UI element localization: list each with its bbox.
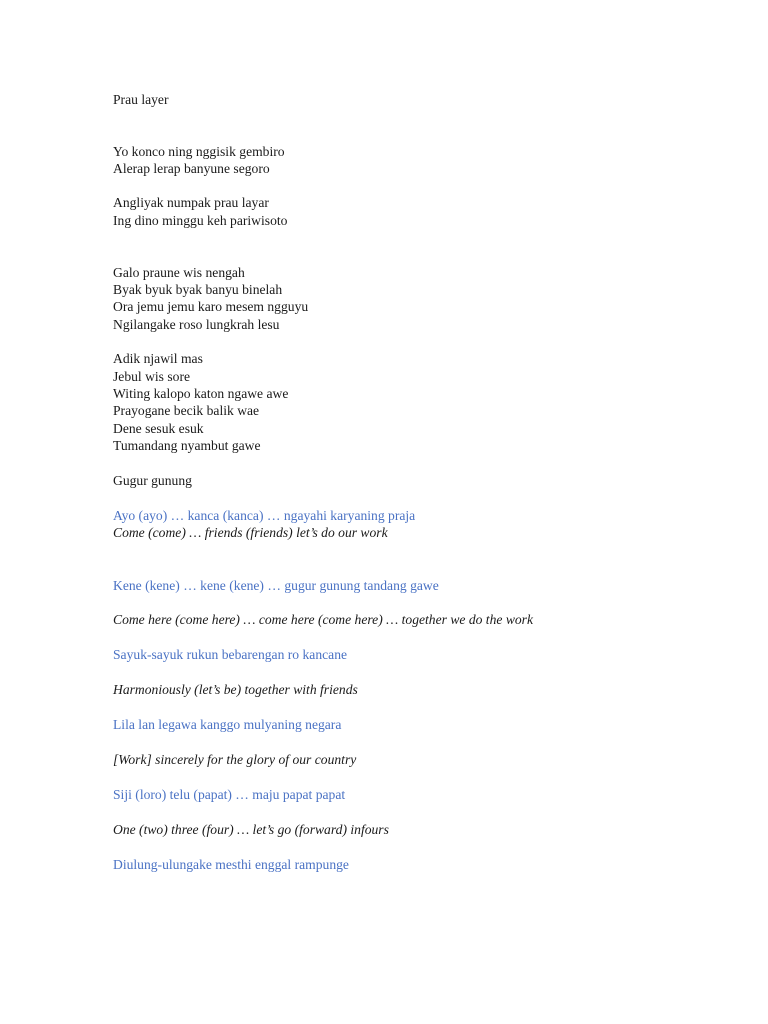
javanese-line: Diulung-ulungake mesthi enggal rampunge (113, 857, 349, 872)
javanese-line: Kene (kene) … kene (kene) … gugur gunung tandang gawe (113, 578, 439, 593)
lyric-line: Ora jemu jemu karo mesem ngguyu (113, 299, 309, 314)
lyric-line: Byak byuk byak banyu binelah (113, 282, 283, 297)
lyric-line: Ing dino minggu keh pariwisoto (113, 213, 288, 228)
lyric-line: Witing kalopo katon ngawe awe (113, 386, 289, 401)
translation-line: One (two) three (four) … let’s go (forward) infours (113, 822, 389, 837)
lyric-line: Prayogane becik balik wae (113, 403, 260, 418)
translation-line: [Work] sincerely for the glory of our country (113, 752, 357, 767)
lyric-line: Ngilangake roso lungkrah lesu (113, 317, 280, 332)
lyric-line: Adik njawil mas (113, 351, 203, 366)
javanese-line: Siji (loro) telu (papat) … maju papat papat (113, 787, 346, 802)
lyric-line: Tumandang nyambut gawe (113, 438, 261, 453)
translation-line: Come (come) … friends (friends) let’s do our work (113, 525, 388, 540)
song-title: Prau layer (113, 92, 169, 107)
translation-line: Harmoniously (let’s be) together with friends (113, 682, 358, 697)
javanese-line: Lila lan legawa kanggo mulyaning negara (113, 717, 342, 732)
javanese-line: Ayo (ayo) … kanca (kanca) … ngayahi karyaning praja (113, 508, 416, 523)
lyric-line: Yo konco ning nggisik gembiro (113, 144, 285, 159)
lyric-line: Dene sesuk esuk (113, 421, 204, 436)
lyric-line: Jebul wis sore (113, 369, 191, 384)
song-title: Gugur gunung (113, 473, 192, 488)
translation-line: Come here (come here) … come here (come here) … together we do the work (113, 612, 534, 627)
lyric-line: Angliyak numpak prau layar (113, 195, 269, 210)
javanese-line: Sayuk-sayuk rukun bebarengan ro kancane (113, 647, 348, 662)
lyric-line: Galo praune wis nengah (113, 265, 245, 280)
lyric-line: Alerap lerap banyune segoro (113, 161, 270, 176)
